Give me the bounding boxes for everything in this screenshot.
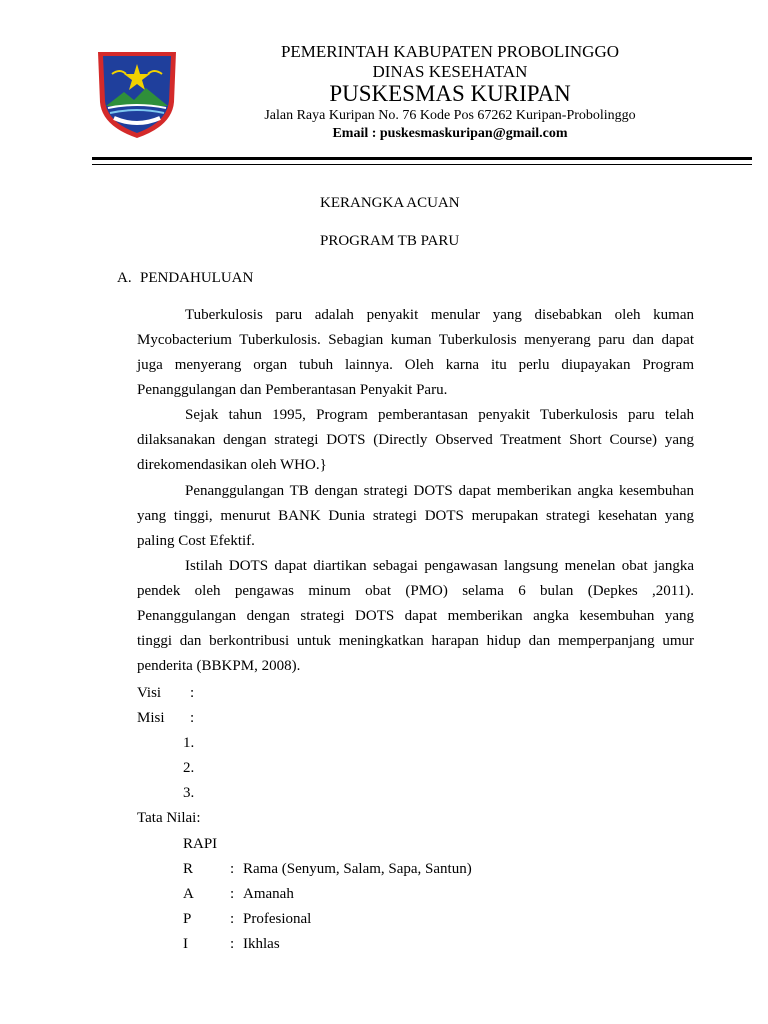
tata-nilai-letter: A (183, 886, 194, 902)
letterhead-rule-thick (92, 157, 752, 160)
section-heading: PENDAHULUAN (140, 270, 254, 286)
misi-item-number: 3. (183, 785, 195, 801)
tata-nilai-letter: R (183, 861, 194, 877)
tata-nilai-letter: P (183, 911, 192, 927)
visi-label: Visi (137, 685, 162, 701)
tata-nilai-meaning: Profesional (243, 911, 312, 927)
letterhead-agency: DINAS KESEHATAN (372, 62, 528, 81)
tata-nilai-colon: : (230, 861, 235, 877)
paragraph-line: direkomendasikan oleh WHO.} (137, 457, 327, 473)
paragraph-line: paling Cost Efektif. (137, 533, 255, 549)
tata-nilai-colon: : (230, 911, 235, 927)
letterhead-rule-thin (92, 164, 752, 165)
paragraph-line: Mycobacterium Tuberkulosis. Sebagian kuman Tuberkulosis menyerang paru dan dapat (137, 332, 694, 348)
letterhead-address: Jalan Raya Kuripan No. 76 Kode Pos 67262 Kuripan-Probolinggo (264, 108, 636, 123)
paragraph-line: Penanggulangan dan Pemberantasan Penyakit Paru. (137, 382, 448, 398)
paragraph-line: tinggi dan berkontribusi untuk meningkatkan harapan hidup dan memperpanjang umur (137, 633, 694, 649)
tata-nilai-letter: I (183, 936, 188, 952)
paragraph-line: Istilah DOTS dapat diartikan sebagai pengawasan langsung menelan obat jangka (185, 558, 694, 574)
paragraph-line: Penanggulangan TB dengan strategi DOTS dapat memberikan angka kesembuhan (185, 483, 694, 499)
letterhead-institution: PUSKESMAS KURIPAN (329, 81, 571, 106)
document-title: KERANGKA ACUAN (320, 195, 460, 211)
misi-colon: : (190, 710, 195, 726)
tata-nilai-label: Tata Nilai: (137, 810, 201, 826)
paragraph-line: dilaksanakan dengan strategi DOTS (Directly Observed Treatment Short Course) yang (137, 432, 694, 448)
paragraph-line: yang tinggi, menurut BANK Dunia strategi DOTS merupakan strategi kesehatan yang (137, 508, 694, 524)
tata-nilai-meaning: Amanah (243, 886, 294, 902)
visi-colon: : (190, 685, 195, 701)
paragraph-line: juga menyerang organ tubuh lainnya. Oleh karna itu perlu diupayakan Program (137, 357, 694, 373)
paragraph-line: pendek oleh pengawas minum obat (PMO) selama 6 bulan (Depkes ,2011). (137, 583, 694, 599)
paragraph-line: Penanggulangan dengan strategi DOTS dapat memberikan angka kesembuhan yang (137, 608, 694, 624)
letterhead-government: PEMERINTAH KABUPATEN PROBOLINGGO (280, 42, 620, 61)
misi-item-number: 2. (183, 760, 195, 776)
tata-nilai-meaning: Rama (Senyum, Salam, Sapa, Santun) (243, 861, 472, 877)
tata-nilai-acronym: RAPI (183, 836, 218, 852)
tata-nilai-colon: : (230, 936, 235, 952)
paragraph-line: penderita (BBKPM, 2008). (137, 658, 301, 674)
paragraph-line: Sejak tahun 1995, Program pemberantasan penyakit Tuberkulosis paru telah (185, 407, 694, 423)
letterhead-email: Email : puskesmaskuripan@gmail.com (332, 126, 568, 141)
document-subtitle: PROGRAM TB PARU (320, 233, 460, 249)
misi-item-number: 1. (183, 735, 195, 751)
misi-label: Misi (137, 710, 165, 726)
tata-nilai-meaning: Ikhlas (243, 936, 280, 952)
section-marker: A. (117, 270, 132, 286)
paragraph-line: Tuberkulosis paru adalah penyakit menular yang disebabkan oleh kuman (185, 307, 694, 323)
tata-nilai-colon: : (230, 886, 235, 902)
